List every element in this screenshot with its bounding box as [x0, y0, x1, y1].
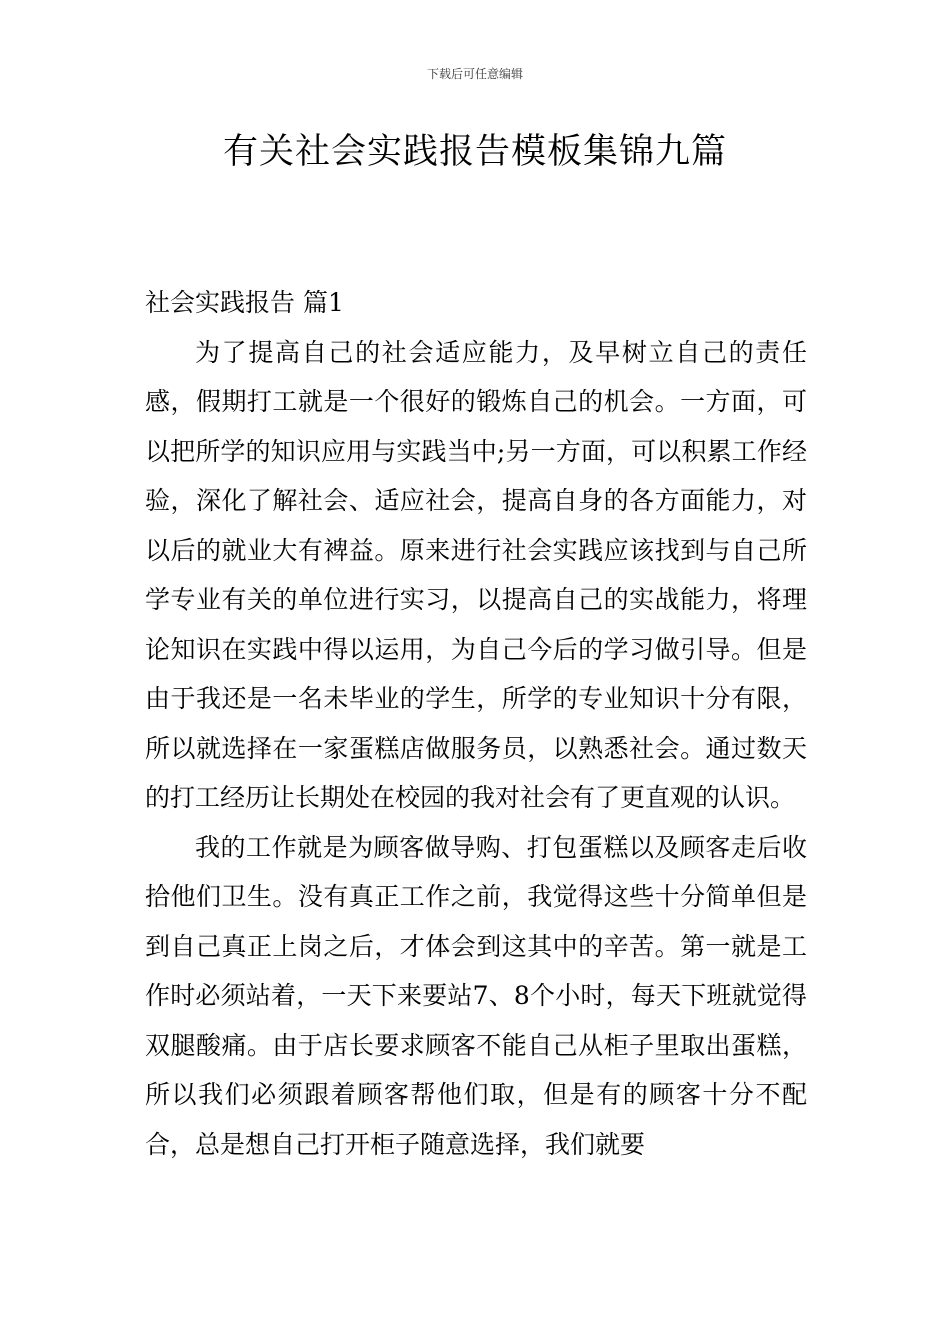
header-note: 下载后可任意编辑	[426, 67, 523, 81]
document-title: 有关社会实践报告模板集锦九篇	[222, 132, 727, 172]
paragraph-2: 我的工作就是为顾客做导购、打包蛋糕以及顾客走后收拾他们卫生。没有真正工作之前，我觉得这些十分简单但是到自己真正上岗之后，才体会到这其中的辛苦。第一就是工作时必须站着，一天下来要站7、8个小时，每天下班就觉得双腿酸痛。由于店长要求顾客不能自己从柜子里取出蛋糕，所以我们必须跟着顾客帮他们取，但是有的顾客十分不配合，总是想自己打开柜子随意选择，我们就要	[145, 832, 807, 1159]
paragraph-1: 为了提高自己的社会适应能力，及早树立自己的责任感，假期打工就是一个很好的锻炼自己的机会。一方面，可以把所学的知识应用与实践当中;另一方面，可以积累工作经验，深化了解社会、适应社会，提高自身的各方面能力，对以后的就业大有裨益。原来进行社会实践应该找到与自己所学专业有关的单位进行实习，以提高自己的实战能力，将理论知识在实践中得以运用，为自己今后的学习做引导。但是由于我还是一名未毕业的学生，所学的专业知识十分有限，所以就选择在一家蛋糕店做服务员，以熟悉社会。通过数天的打工经历让长期处在校园的我对社会有了更直观的认识。	[145, 337, 807, 812]
document-body	[145, 278, 807, 1169]
section-heading: 社会实践报告 篇1	[145, 288, 344, 317]
